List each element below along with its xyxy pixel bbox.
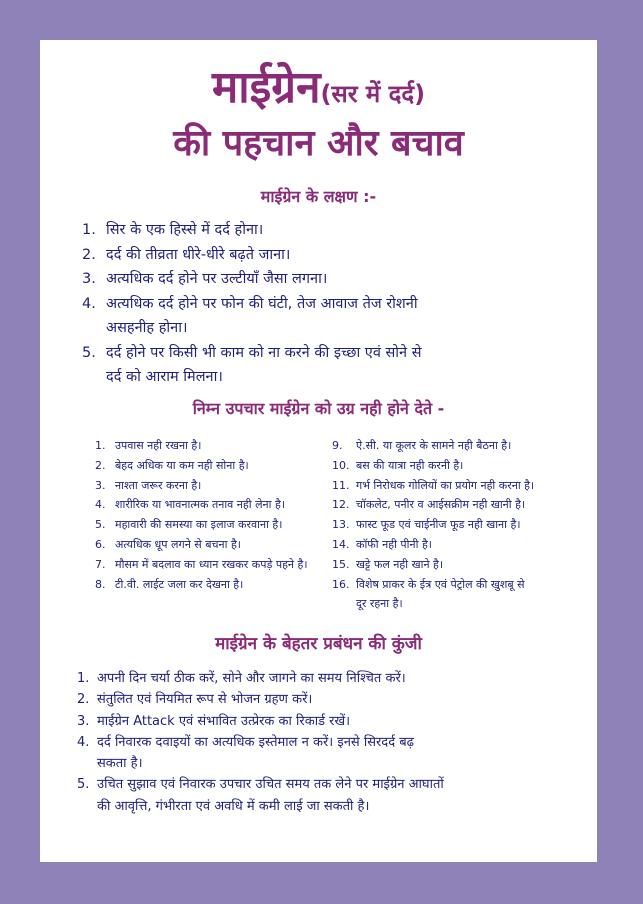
list-item-text: बेहद अधिक या कम नही सोना है। (115, 458, 249, 472)
management-heading: माईग्रेन के बेहतर प्रबंधन की कुंजी (215, 634, 422, 654)
list-item (332, 575, 594, 615)
list-item-number: 4. (82, 295, 96, 312)
list-item-text: बस की यात्रा नही करनी है। (356, 458, 464, 472)
list-item (82, 292, 582, 341)
page-title (40, 62, 597, 120)
list-item-text: अत्यधिक दर्द होने पर फोन की घंटी, तेज आवाज तेज रोशनी (106, 295, 418, 312)
list-item-text: चॉकलेट, पनीर व आईसक्रीम नही खानी है। (356, 498, 526, 512)
list-item-text: नाश्ता जरूर करना है। (115, 478, 202, 492)
page-title-line-2: की पहचान और बचाव (173, 123, 464, 164)
list-item-text: टी.वी. लाईट जला कर देखना है। (115, 577, 244, 591)
list-item (95, 476, 335, 496)
list-item (95, 535, 335, 555)
list-item (82, 341, 582, 390)
list-item (332, 555, 594, 575)
list-item-text: गर्भ निरोधक गोलियों का प्रयोग नही करना है। (356, 478, 535, 492)
list-item (95, 555, 335, 575)
list-item (82, 243, 582, 268)
list-item-number: 1. (95, 439, 106, 452)
list-item-number: 1. (77, 671, 90, 686)
list-item (82, 218, 582, 243)
list-item-text: असहनीह होना। (106, 320, 188, 336)
list-item (332, 476, 594, 496)
list-item-text: उपवास नही रखना है। (115, 439, 202, 452)
symptoms-list (82, 218, 582, 390)
title-subtitle: (सर में दर्द) (320, 80, 426, 108)
list-item-text: खट्टे फल नही खाने है। (356, 557, 444, 571)
list-item (332, 456, 594, 476)
list-item-text: फास्ट फूड एवं चाईनीज फूड नही खाना है। (356, 518, 521, 532)
list-item-number: 5. (95, 518, 106, 532)
list-item-number: 4. (95, 498, 106, 512)
list-item-number: 6. (95, 537, 106, 551)
list-item-text: कॉफी नही पीनी है। (356, 537, 432, 551)
list-item (77, 668, 587, 689)
list-item-number: 4. (77, 734, 90, 750)
list-item-number: 9. (332, 439, 343, 452)
list-item-number: 1. (82, 222, 96, 238)
list-item (77, 774, 587, 817)
list-item (332, 436, 594, 456)
symptoms-heading: माईग्रेन के लक्षण :- (260, 187, 377, 206)
list-item-text: दर्द को आराम मिलना। (106, 369, 223, 385)
list-item-text: दर्द निवारक दवाइयों का अत्यधिक इस्तेमाल न करें। इनसे सिरदर्द बढ़ (97, 734, 414, 750)
list-item-text: अपनी दिन चर्या ठीक करें, सोने और जागने का समय निश्चित करें। (97, 671, 406, 686)
list-item-text: सिर के एक हिस्से में दर्द होना। (106, 222, 264, 238)
list-item (77, 689, 587, 710)
list-item (95, 575, 335, 595)
list-item-number: 7. (95, 557, 106, 571)
list-item-number: 12. (332, 498, 350, 512)
list-item-number: 3. (77, 713, 90, 729)
list-item-number: 16. (332, 577, 350, 591)
list-item (332, 515, 594, 535)
list-item (95, 515, 335, 535)
list-item-number: 3. (82, 271, 96, 287)
list-item-text: सकता है। (97, 756, 143, 772)
list-item-text: विशेष प्राकर के ईत्र एवं पेट्रोल की खुशबू से (356, 577, 525, 591)
list-item-number: 2. (82, 246, 96, 263)
remedies-heading: निम्न उपचार माईग्रेन को उग्र नही होने देते - (192, 399, 445, 418)
list-item-text: शारीरिक या भावनात्मक तनाव नही लेना है। (115, 498, 286, 512)
list-item-number: 5. (77, 777, 90, 793)
list-item-number: 8. (95, 577, 106, 591)
list-item (95, 495, 335, 515)
list-item-text: संतुलित एवं नियमित रूप से भोजन ग्रहण करें। (97, 692, 313, 708)
list-item-text: दूर रहना है। (356, 597, 403, 611)
poster (40, 40, 597, 862)
list-item-text: उचित सुझाव एवं निवारक उपचार उचित समय तक लेने पर माईग्रेन आघातों (97, 777, 444, 793)
list-item-number: 3. (95, 478, 106, 492)
list-item-text: दर्द होने पर किसी भी काम को ना करने की इच्छा एवं सोने से (106, 344, 422, 361)
list-item (82, 267, 582, 292)
list-item-number: 11. (332, 478, 350, 492)
remedies-list-right (332, 436, 594, 614)
list-item-text: ऐ.सी. या कूलर के सामने नही बैठना है। (356, 439, 512, 452)
list-item (77, 711, 587, 732)
list-item-number: 15. (332, 557, 350, 571)
remedies-list-left (95, 436, 335, 594)
list-item-text: मौसम में बदलाव का ध्यान रखकर कपड़े पहने है। (115, 557, 308, 571)
title-main: माईग्रेन (211, 62, 321, 113)
list-item-number: 13. (332, 518, 350, 532)
management-list (77, 668, 587, 817)
list-item-number: 5. (82, 344, 96, 361)
list-item-number: 2. (95, 458, 106, 472)
list-item (332, 495, 594, 515)
list-item (95, 456, 335, 476)
list-item (77, 732, 587, 775)
list-item-text: महावारी की समस्या का इलाज करवाना है। (115, 518, 283, 532)
list-item-number: 14. (332, 537, 350, 551)
list-item-text: दर्द की तीव्रता धीरे-धीरे बढ़ते जाना। (106, 246, 291, 263)
list-item (95, 436, 335, 456)
list-item-number: 10. (332, 458, 350, 472)
list-item-number: 2. (77, 692, 90, 708)
list-item-text: अत्यधिक धूप लगने से बचना है। (115, 537, 241, 551)
list-item-text: की आवृत्ति, गंभीरता एवं अवधि में कमी लाई जा सकती है। (97, 798, 370, 814)
list-item-text: अत्यधिक दर्द होने पर उल्टीयाँ जैसा लगना। (106, 271, 328, 287)
list-item-text: माईग्रेन Attack एवं संभावित उत्प्रेरक का रिकार्ड रखें। (97, 713, 351, 729)
list-item (332, 535, 594, 555)
